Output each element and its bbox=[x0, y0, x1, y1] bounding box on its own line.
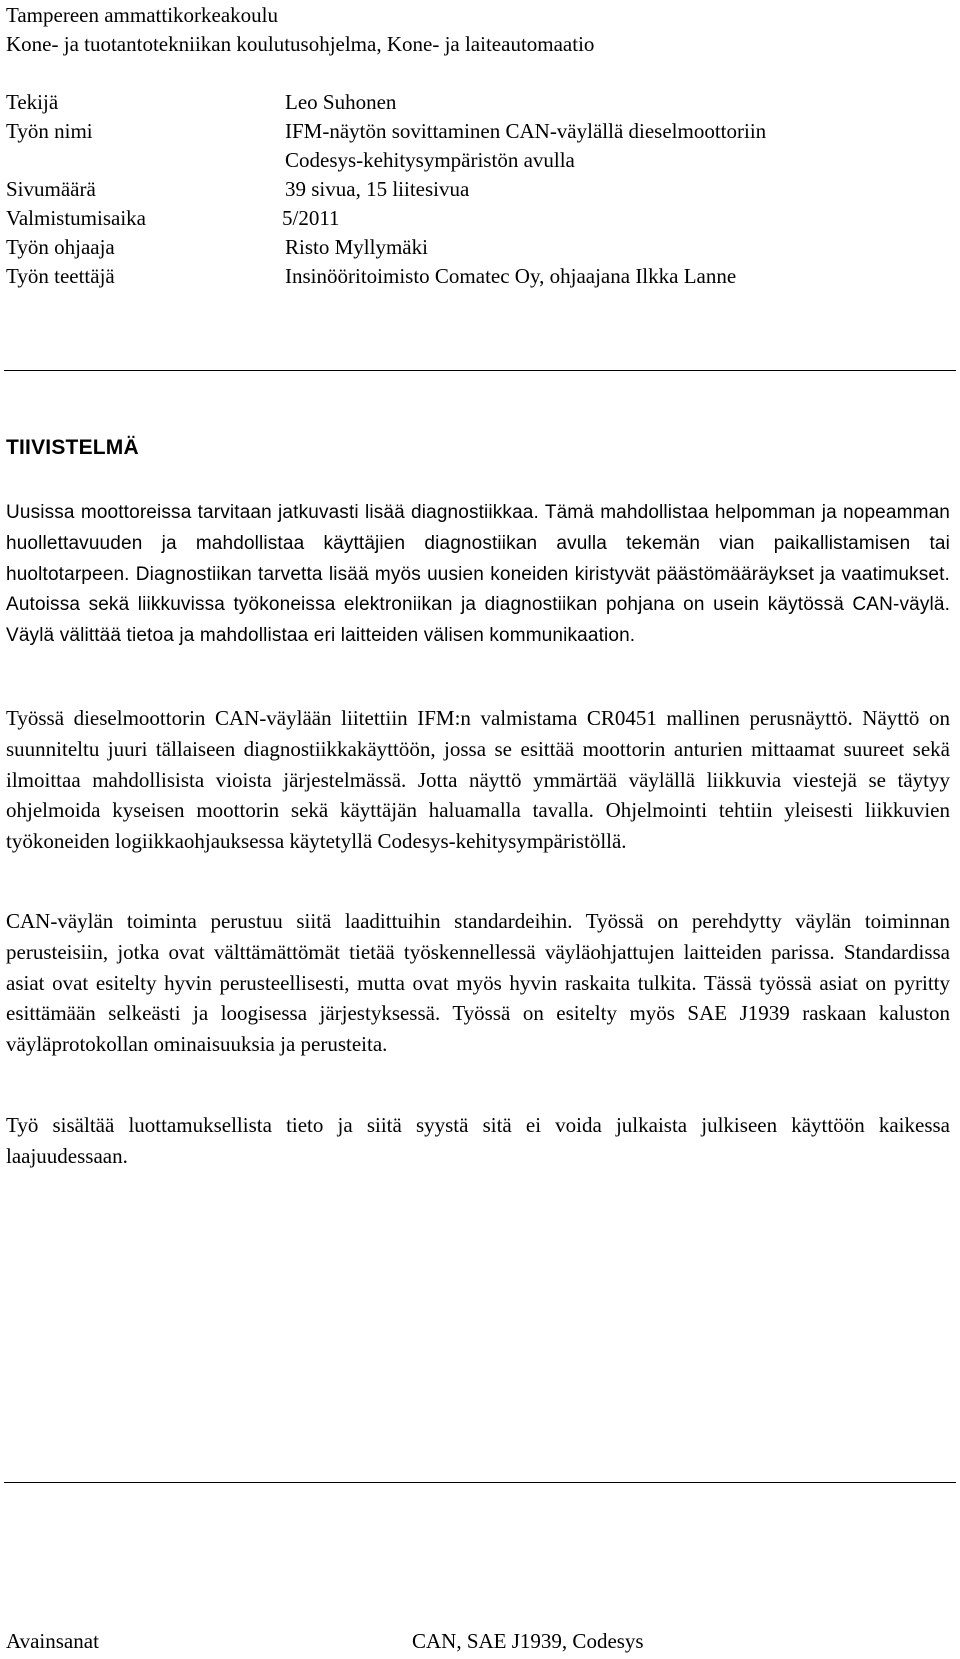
keywords-label: Avainsanat bbox=[6, 1629, 99, 1653]
completed-value: 5/2011 bbox=[282, 206, 340, 230]
meta-row-completed bbox=[6, 203, 956, 233]
institution-name: Tampereen ammattikorkeakoulu bbox=[6, 3, 279, 27]
keywords-value: CAN, SAE J1939, Codesys bbox=[412, 1629, 644, 1653]
degree-programme: Kone- ja tuotantotekniikan koulutusohjelma, Kone- ja laiteautomaatio bbox=[6, 32, 595, 56]
author-value: Leo Suhonen bbox=[285, 90, 397, 114]
meta-row-author bbox=[6, 87, 956, 117]
pages-value: 39 sivua, 15 liitesivua bbox=[285, 177, 470, 201]
top-divider bbox=[4, 370, 956, 371]
title-value-line2: Codesys-kehitysympäristön avulla bbox=[285, 148, 575, 172]
bottom-divider bbox=[4, 1482, 956, 1483]
meta-row-title bbox=[6, 116, 956, 146]
completed-label: Valmistumisaika bbox=[6, 206, 146, 230]
title-label: Työn nimi bbox=[6, 119, 93, 143]
abstract-paragraph-3: CAN-väylän toiminta perustuu siitä laadittuihin standardeihin. Työssä on perehdytty väylän toiminnan perusteisiin, jotka ovat välttämättömät tietää työskennellessä väyläohjattujen laitteiden parissa. Standardissa asiat ovat esitelty hyvin perusteellisesti, mutta ovat myös hyvin raskaita tulkita. Tässä työssä asiat on pyritty esittämään selkeästi ja loogisessa järjestyksessä. Työssä on esitelty myös SAE J1939 raskaan kaluston väyläprotokollan ominaisuuksia ja perusteita. bbox=[6, 909, 950, 1057]
supervisor-value: Risto Myllymäki bbox=[285, 235, 428, 259]
meta-row-supervisor bbox=[6, 232, 956, 262]
commissioner-value: Insinööritoimisto Comatec Oy, ohjaajana Ilkka Lanne bbox=[285, 264, 737, 288]
commissioner-label: Työn teettäjä bbox=[6, 264, 115, 288]
meta-row-title-continued bbox=[6, 145, 956, 175]
title-value-line1: IFM-näytön sovittaminen CAN-väylällä dieselmoottoriin bbox=[285, 119, 767, 143]
pages-label: Sivumäärä bbox=[6, 177, 96, 201]
abstract-paragraph-2: Työssä dieselmoottorin CAN-väylään liitettiin IFM:n valmistama CR0451 mallinen perusnäyttö. Näyttö on suunniteltu juuri tällaiseen diagnostiikkakäyttöön, jossa se esittää moottorin anturien mittaamat suureet sekä ilmoittaa mahdollisista vioista järjestelmässä. Jotta näyttö ymmärtää väylällä liikkuvia viestejä se täytyy ohjelmoida kyseisen moottorin sekä käyttäjän haluamalla tavalla. Ohjelmointi tehtiin yleisesti liikkuvien työkoneiden logiikkaohjauksessa käytetyllä Codesys-kehitysympäristöllä. bbox=[6, 706, 950, 854]
supervisor-label: Työn ohjaaja bbox=[6, 235, 115, 259]
abstract-paragraph-1: Uusissa moottoreissa tarvitaan jatkuvasti lisää diagnostiikkaa. Tämä mahdollistaa helpomman ja nopeamman huollettavuuden ja mahdollistaa käyttäjien diagnostiikan avulla tekemän vian paikallistamisen tai huoltotarpeen. Diagnostiikan tarvetta lisää myös uusien koneiden kiristyvät päästömääräykset ja vaatimukset. Autoissa sekä liikkuvissa työkoneissa elektroniikan ja diagnostiikan pohjana on usein käytössä CAN-väylä. Väylä välittää tietoa ja mahdollistaa eri laitteiden välisen kommunikaation. bbox=[6, 502, 950, 647]
meta-row-pages bbox=[6, 174, 956, 204]
abstract-heading: TIIVISTELMÄ bbox=[6, 436, 139, 459]
author-label: Tekijä bbox=[6, 90, 59, 114]
meta-row-commissioner bbox=[6, 261, 956, 291]
abstract-paragraph-4: Työ sisältää luottamuksellista tieto ja siitä syystä sitä ei voida julkaista julkiseen käyttöön kaikessa laajuudessaan. bbox=[6, 1113, 950, 1168]
